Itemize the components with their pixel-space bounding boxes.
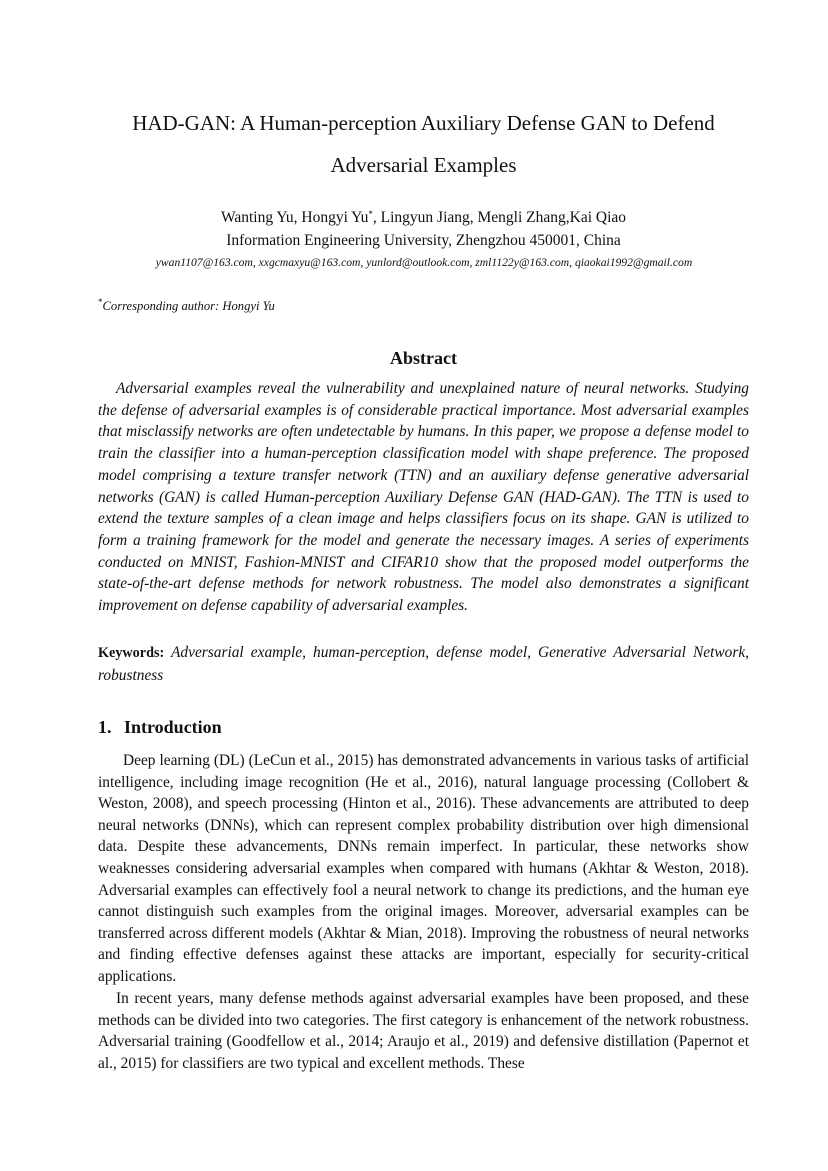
corresponding-mark: * — [368, 209, 373, 219]
abstract-text: Adversarial examples reveal the vulnerability and unexplained nature of neural networks. Studying the defense of adversarial examples is of considerable practical importance. Most adversarial examples that misclassify networks are often undetectable by humans. In this paper, we propose a defense model to train the classifier into a human-perception classification model with shape preference. The proposed model comprising a texture transfer network (TTN) and an auxiliary defense generative adversarial networks (GAN) is called Human-perception Auxiliary Defense GAN (HAD-GAN). The TTN is used to extend the texture samples of a clean image and helps classifiers focus on its shape. GAN is utilized to form a training framework for the model and generate the necessary images. A series of experiments conducted on MNIST, Fashion-MNIST and CIFAR10 show that the proposed model outperforms the state-of-the-art defense methods for network robustness. The model also demonstrates a significant improvement on defense capability of adversarial examples. — [98, 380, 749, 615]
keywords — [98, 642, 749, 686]
corresponding-author-text: Corresponding author: Hongyi Yu — [102, 299, 275, 313]
corresponding-note-mark: * — [98, 297, 103, 307]
intro-paragraph-1: Deep learning (DL) (LeCun et al., 2015) has demonstrated advancements in various tasks of artificial intelligence, including image recognition (He et al., 2016), natural language processing (Collobert & Weston, 2008), and speech processing (Hinton et al., 2016). These advancements are attributed to deep neural networks (DNNs), which can represent complex probability distribution over high dimensional data. Despite these advancements, DNNs remain imperfect. In particular, these networks show weaknesses considering adversarial examples when compared with humans (Akhtar & Weston, 2018). Adversarial examples can effectively fool a neural network to change its predictions, and the human eye cannot distinguish such examples from the original images. Moreover, adversarial examples can be transferred across different models (Akhtar & Mian, 2018). Improving the robustness of neural networks and finding effective defenses against these attacks are important, especially for security-critical applications. — [98, 752, 749, 985]
title-line-1: HAD-GAN: A Human-perception Auxiliary Defense GAN to Defend — [132, 111, 715, 135]
keywords-label: Keywords: — [98, 645, 165, 661]
section-heading-introduction — [98, 718, 222, 736]
keywords-text: Adversarial example, human-perception, defense model, Generative Adversarial Network, robustness — [98, 644, 749, 684]
section-title: Introduction — [124, 717, 222, 737]
author-names-rest: , Lingyun Jiang, Mengli Zhang,Kai Qiao — [372, 209, 627, 226]
affiliation: Information Engineering University, Zhengzhou 450001, China — [226, 232, 621, 249]
title-line-2: Adversarial Examples — [330, 153, 517, 177]
author-list — [90, 210, 757, 226]
author-emails: ywan1107@163.com, xxgcmaxyu@163.com, yunlord@outlook.com, zml1122y@163.com, qiaokai1992@gmail.com — [155, 256, 693, 269]
author-names: Wanting Yu, Hongyi Yu — [220, 209, 369, 226]
abstract-heading: Abstract — [390, 348, 457, 368]
corresponding-author-note — [98, 298, 275, 313]
section-number: 1. — [98, 717, 112, 737]
intro-paragraph-2: In recent years, many defense methods against adversarial examples have been proposed, and these methods can be divided into two categories. The first category is enhancement of the network robustness. Adversarial training (Goodfellow et al., 2014; Araujo et al., 2019) and defensive distillation (Papernot et al., 2015) for classifiers are two typical and excellent methods. These — [98, 990, 749, 1072]
